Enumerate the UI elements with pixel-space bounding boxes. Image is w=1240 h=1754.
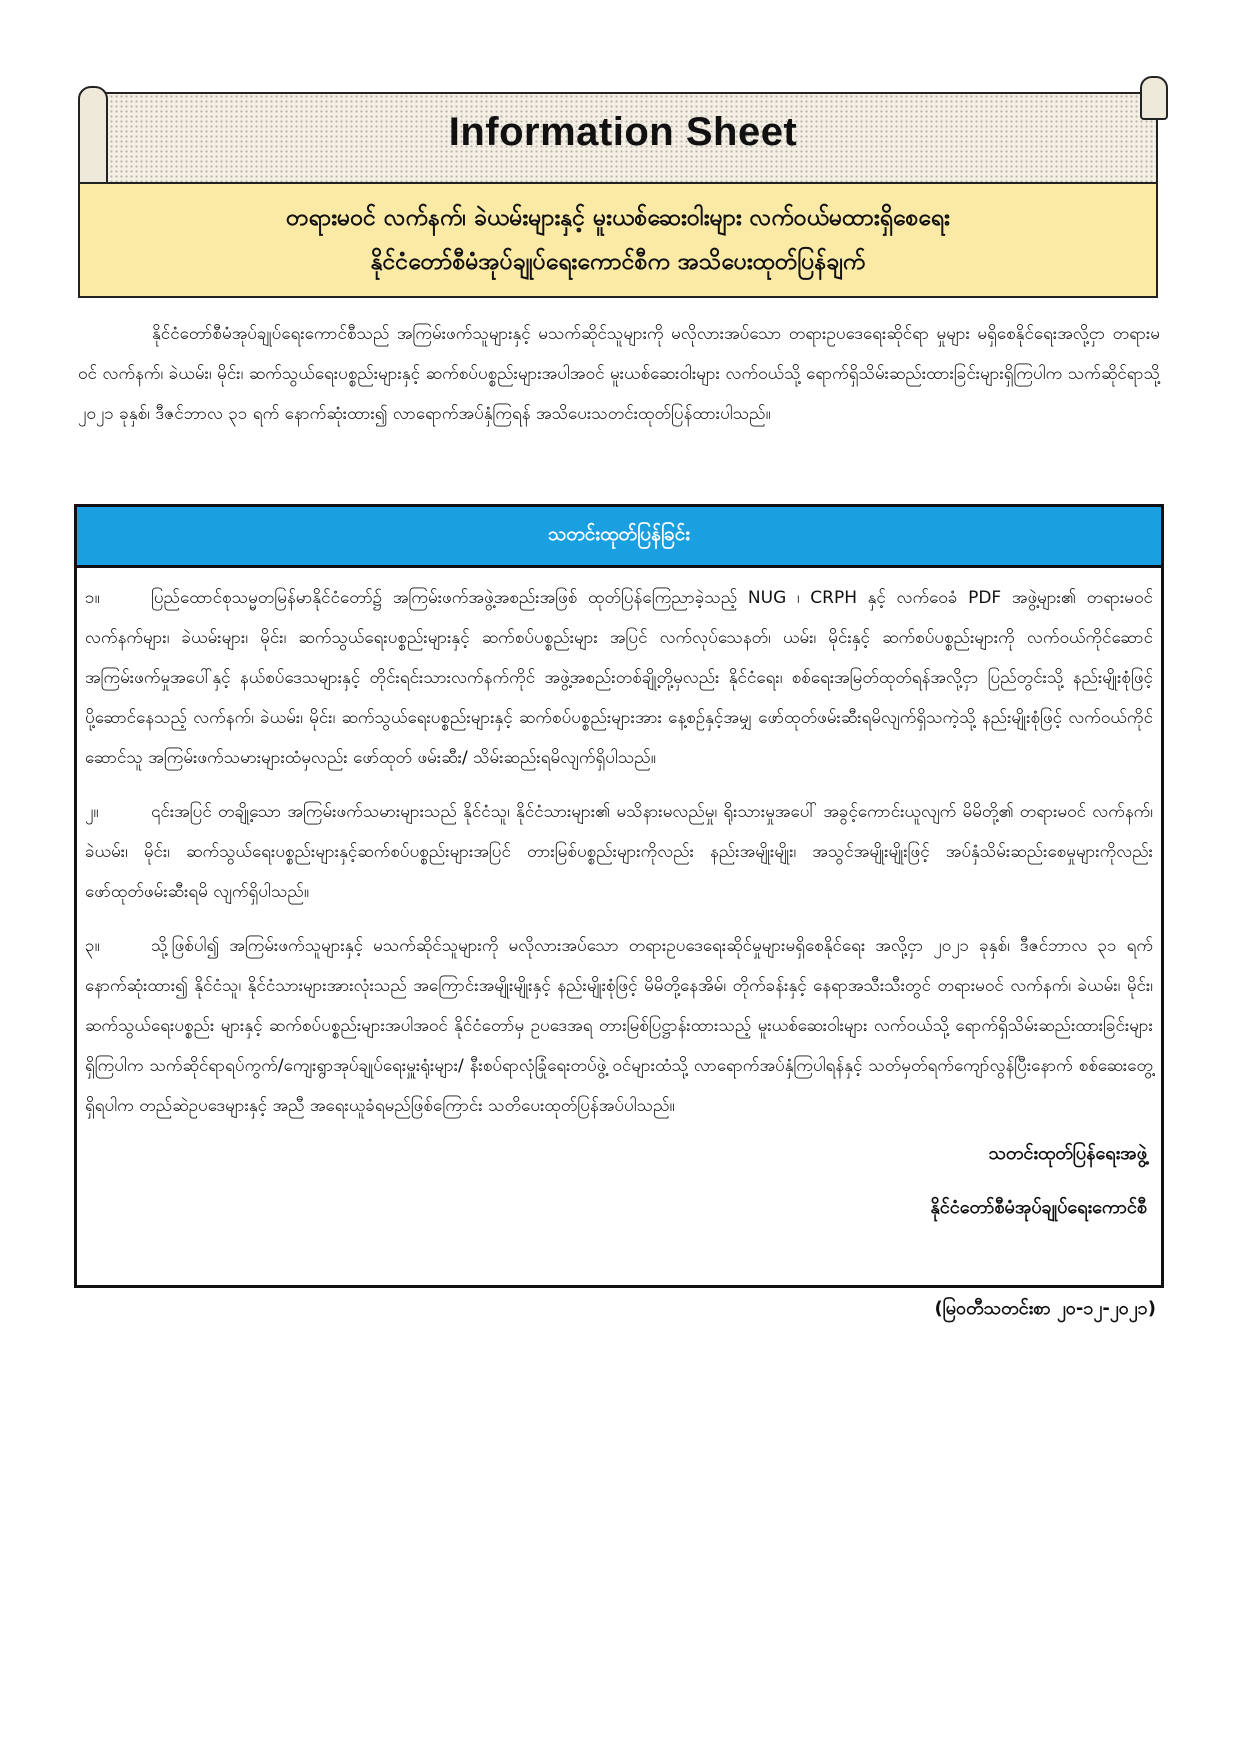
- intro-paragraph: နိုင်ငံတော်စီမံအုပ်ချုပ်ရေးကောင်စီသည် အကြမ်းဖက်သူများနှင့် မသက်ဆိုင်သူများကို မလိုလားအပ်သော တရားဥပဒေရေးဆိုင်ရာ မှုများ မရှိစေနိုင်ရေးအလို့ငှာ တရားမဝင် လက်နက်၊ ခဲယမ်း၊ မိုင်း၊ ဆက်သွယ်ရေးပစ္စည်းများနှင့် ဆက်စပ်ပစ္စည်းများအပါအဝင် မူးယစ်ဆေးဝါးများ လက်ဝယ်သို့ ရောက်ရှိသိမ်းဆည်းထားခြင်းများရှိကြပါက သက်ဆိုင်ရာသို့ ၂၀၂၁ ခုနှစ်၊ ဒီဇင်ဘာလ ၃၁ ရက် နောက်ဆုံးထား၍ လာရောက်အပ်နှံကြရန် အသိပေးသတင်းထုတ်ပြန်ထားပါသည်။: [78, 324, 1160, 424]
- notice-content: [77, 568, 1161, 1222]
- item-text: သို့ဖြစ်ပါ၍ အကြမ်းဖက်သူများနှင့် မသက်ဆိုင်သူများကို မလိုလားအပ်သော တရားဥပဒေရေးဆိုင်မှုများမရှိစေနိုင်ရေး အလို့ငှာ ၂၀၂၁ ခုနှစ်၊ ဒီဇင်ဘာလ ၃၁ ရက် နောက်ဆုံးထား၍ နိုင်ငံသူ၊ နိုင်ငံသားများအားလုံးသည် အကြောင်းအမျိုးမျိုးနှင့် နည်းမျိုးစုံဖြင့် မိမိတို့နေအိမ်၊ တိုက်ခန်းနှင့် နေရာအသီးသီးတွင် တရားမဝင် လက်နက်၊ ခဲယမ်း၊ မိုင်း၊ ဆက်သွယ်ရေးပစ္စည်း များနှင့် ဆက်စပ်ပစ္စည်းများအပါအဝင် နိုင်ငံတော်မှ ဥပဒေအရ တားမြစ်ပြဋ္ဌာန်းထားသည့် မူးယစ်ဆေးဝါးများ လက်ဝယ်သို့ ရောက်ရှိသိမ်းဆည်းထားခြင်းများရှိကြပါက သက်ဆိုင်ရာရပ်ကွက်/ကျေးရွာအုပ်ချုပ်ရေးမှူးရုံးများ/ နီးစပ်ရာလုံခြုံရေးတပ်ဖွဲ့ ဝင်များထံသို့ လာရောက်အပ်နှံကြပါရန်နှင့် သတ်မှတ်ရက်ကျော်လွန်ပြီးနောက် စစ်ဆေးတွေ့ရှိရပါက တည်ဆဲဥပဒေများနှင့် အညီ အရေးယူခံရမည်ဖြစ်ကြောင်း သတိပေးထုတ်ပြန်အပ်ပါသည်။: [85, 936, 1153, 1116]
- notice-header: [77, 507, 1161, 568]
- source-date-note: (မြဝတီသတင်းစာ ၂၀-၁၂-၂၀၂၁): [934, 1298, 1156, 1319]
- item-number: ၃။: [85, 936, 100, 956]
- item-text: ပြည်ထောင်စုသမ္မတမြန်မာနိုင်ငံတော်၌ အကြမ်းဖက်အဖွဲ့အစည်းအဖြစ် ထုတ်ပြန်ကြေညာခဲ့သည့် NUG ၊ CRPH နှင့် လက်ဝေခံ PDF အဖွဲ့များ၏ တရားမဝင် လက်နက်များ၊ ခဲယမ်းများ၊ မိုင်း၊ ဆက်သွယ်ရေးပစ္စည်းများနှင့် ဆက်စပ်ပစ္စည်းများ အပြင် လက်လုပ်သေနတ်၊ ယမ်း၊ မိုင်းနှင့် ဆက်စပ်ပစ္စည်းများကို လက်ဝယ်ကိုင်ဆောင်အကြမ်းဖက်မှုအပေါ်နှင့် နယ်စပ်ဒေသများနှင့် တိုင်းရင်းသားလက်နက်ကိုင် အဖွဲ့အစည်းတစ်ချို့တို့မှလည်း နိုင်ငံရေး၊ စစ်ရေးအမြတ်ထုတ်ရန်အလို့ငှာ ပြည်တွင်းသို့ နည်းမျိုးစုံဖြင့် ပို့ဆောင်နေသည့် လက်နက်၊ ခဲယမ်း၊ မိုင်း၊ ဆက်သွယ်ရေးပစ္စည်းများနှင့် ဆက်စပ်ပစ္စည်းများအား နေ့စဉ်နှင့်အမျှ ဖော်ထုတ်ဖမ်းဆီးရမိလျက်ရှိသကဲ့သို့ နည်းမျိုးစုံဖြင့် လက်ဝယ်ကိုင်ဆောင်သူ အကြမ်းဖက်သမားများထံမှလည်း ဖော်ထုတ် ဖမ်းဆီး/ သိမ်းဆည်းရမိလျက်ရှိပါသည်။: [85, 588, 1154, 768]
- notice-header-title: သတင်းထုတ်ပြန်ခြင်း: [547, 523, 691, 545]
- signature-block: [85, 1140, 1153, 1222]
- banner-title: Information Sheet: [448, 110, 798, 154]
- notice-box: [74, 504, 1164, 1288]
- headline-line-1: တရားမဝင် လက်နက်၊ ခဲယမ်းများနှင့် မူးယစ်ဆေးဝါးများ လက်ဝယ်မထားရှိစေရေး: [286, 205, 950, 231]
- signature-line-2: နိုင်ငံတော်စီမံအုပ်ချုပ်ရေးကောင်စီ: [930, 1197, 1147, 1218]
- notice-item: [85, 578, 1153, 778]
- notice-item: [85, 792, 1153, 912]
- item-number: ၂။: [85, 802, 99, 822]
- item-number: ၁။: [85, 588, 100, 608]
- headline-box: [78, 182, 1158, 298]
- headline-line-2: နိုင်ငံတော်စီမံအုပ်ချုပ်ရေးကောင်စီက အသိပေးထုတ်ပြန်ချက်: [370, 249, 866, 275]
- title-banner: [78, 86, 1168, 182]
- item-text: ၎င်းအပြင် တချို့သော အကြမ်းဖက်သမားများသည် နိုင်ငံသူ၊ နိုင်ငံသားများ၏ မသိနားမလည်မှု၊ ရိုးသားမှုအပေါ် အခွင့်ကောင်းယူလျက် မိမိတို့၏ တရားမဝင် လက်နက်၊ ခဲယမ်း၊ မိုင်း၊ ဆက်သွယ်ရေးပစ္စည်းများနှင့်ဆက်စပ်ပစ္စည်းများအပြင် တားမြစ်ပစ္စည်းများကိုလည်း နည်းအမျိုးမျိုး၊ အသွင်အမျိုးမျိုးဖြင့် အပ်နှံသိမ်းဆည်းစေမှုများကိုလည်း ဖော်ထုတ်ဖမ်းဆီးရမိ လျက်ရှိပါသည်။: [85, 802, 1153, 902]
- signature-line-1: သတင်းထုတ်ပြန်ရေးအဖွဲ့: [988, 1143, 1147, 1164]
- notice-item: [85, 926, 1153, 1126]
